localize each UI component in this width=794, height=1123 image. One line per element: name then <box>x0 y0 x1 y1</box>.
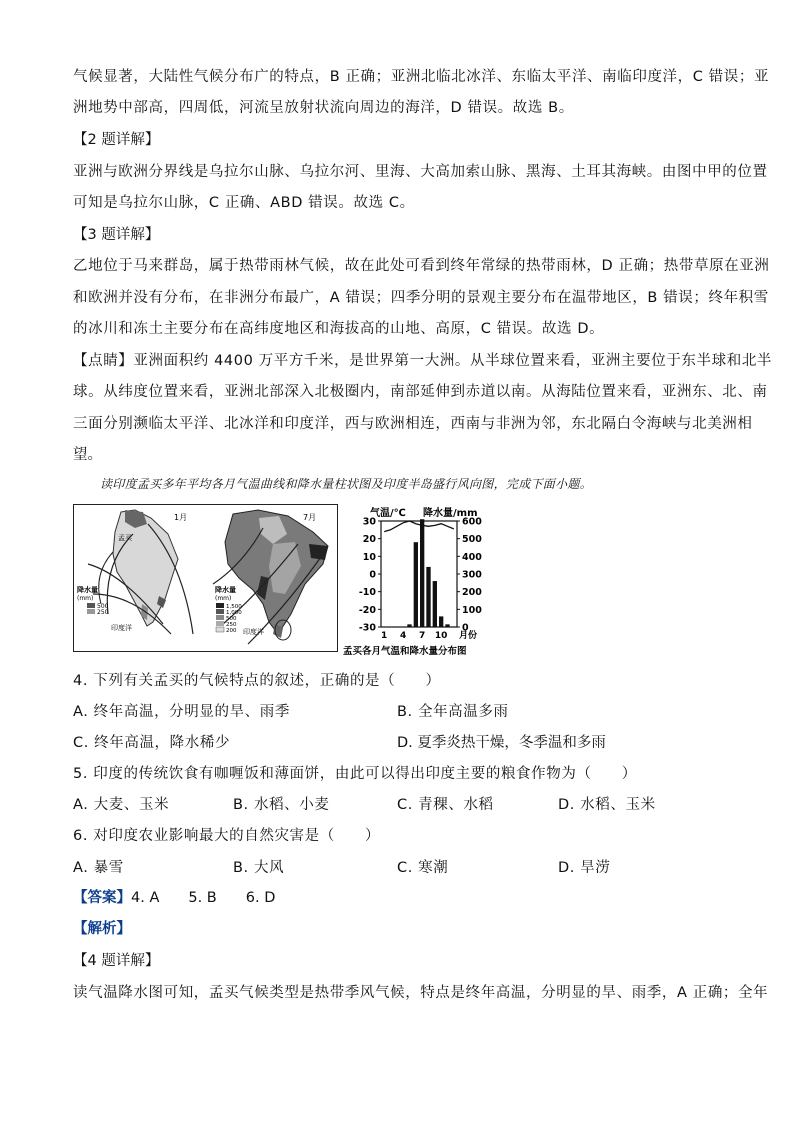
right-tick-label: 0 <box>462 622 469 634</box>
legend-swatch <box>87 603 95 608</box>
legend-swatch <box>216 615 224 620</box>
right-tick-label: 300 <box>462 569 482 581</box>
x-tick-label: 10 <box>434 631 448 641</box>
jan-map-title: 1月 <box>174 513 188 522</box>
left-tick-label: 20 <box>362 534 376 546</box>
precipitation-bar <box>445 624 449 627</box>
q5-option-a[interactable]: A. 大麦、玉米 <box>73 797 170 813</box>
legend-value: 200 <box>226 628 237 634</box>
q4-detail-heading: 【4 题详解】 <box>73 953 160 969</box>
legend-title-jan: 降水量 <box>77 586 98 594</box>
section-heading: 【3 题详解】 <box>73 227 160 243</box>
answer-label: 【答案】 <box>73 890 131 906</box>
figure-caption: 读印度孟买多年平均各月气温曲线和降水量柱状图及印度半岛盛行风向图，完成下面小题。 <box>100 477 593 491</box>
paragraph-line: 亚洲与欧洲分界线是乌拉尔山脉、乌拉尔河、里海、大高加索山脉、黑海、土耳其海峡。由图中甲的位置 <box>73 164 768 180</box>
q4-option-c[interactable]: C. 终年高温，降水稀少 <box>73 735 231 751</box>
precipitation-bar <box>407 624 411 627</box>
legend-value: 1,000 <box>226 610 242 616</box>
jul-map-title: 7月 <box>303 513 317 522</box>
question-6-stem: 6. 对印度农业影响最大的自然灾害是（ ） <box>73 828 381 844</box>
left-tick-label: 10 <box>362 551 376 563</box>
answer-row <box>73 888 275 908</box>
left-tick-label: -20 <box>358 604 376 616</box>
right-tick-label: 100 <box>462 604 482 616</box>
legend-swatch <box>87 609 95 614</box>
q5-option-d[interactable]: D. 水稻、玉米 <box>558 797 656 813</box>
precipitation-bar <box>439 616 443 627</box>
q5-option-c[interactable]: C. 青稞、水稻 <box>397 797 494 813</box>
legend-value: 250 <box>97 609 109 616</box>
left-tick-label: 0 <box>369 569 376 581</box>
precipitation-bar <box>420 519 424 627</box>
precipitation-bar <box>426 567 430 627</box>
right-tick-label: 600 <box>462 516 482 528</box>
paragraph-line: 洲地势中部高，四周低，河流呈放射状流向周边的海洋，D 错误。故选 B。 <box>73 100 574 116</box>
legend-unit-jul: (mm) <box>215 595 232 602</box>
q4-option-d[interactable]: D. 夏季炎热干燥，冬季温和多雨 <box>397 735 606 751</box>
ocean-label-jul: 印度洋 <box>243 628 264 636</box>
india-wind-maps <box>73 504 338 652</box>
q6-option-b[interactable]: B. 大风 <box>233 860 285 876</box>
q6-option-d[interactable]: D. 旱涝 <box>558 860 611 876</box>
x-tick-label: 7 <box>419 631 426 641</box>
section-heading: 【2 题详解】 <box>73 132 160 148</box>
paragraph-line: 的冰川和冻土主要分布在高纬度地区和海拔高的山地、高原，C 错误。故选 D。 <box>73 321 605 337</box>
q6-option-c[interactable]: C. 寒潮 <box>397 860 449 876</box>
legend-swatch <box>216 603 224 608</box>
answer-values: 4. A 5. B 6. D <box>131 890 276 906</box>
plot-frame <box>381 521 457 627</box>
x-tick-label: 4 <box>400 631 407 641</box>
paragraph-line: 球。从纬度位置来看，亚洲北部深入北极圈内，南部延伸到赤道以南。从海陆位置来看，亚洲东、北、南 <box>73 384 768 400</box>
right-tick-label: 500 <box>462 534 482 546</box>
right-tick-label: 200 <box>462 587 482 599</box>
paragraph-line: 和欧洲并没有分布，在非洲分布最广，A 错误；四季分明的景观主要分布在温带地区，B 错误；终年积雪 <box>73 290 769 306</box>
paragraph-line: 三面分别濒临太平洋、北冰洋和印度洋，西与欧洲相连，西南与非洲为邻，东北隔白令海峡与北美洲相 <box>73 416 753 432</box>
q4-detail-text: 读气温降水图可知，孟买气候类型是热带季风气候，特点是终年高温，分明显的旱、雨季，A 正确；全年 <box>73 985 769 1001</box>
legend-unit-jan: (mm) <box>77 595 94 602</box>
question-5-stem: 5. 印度的传统饮食有咖喱饭和薄面饼，由此可以得出印度主要的粮食作物为（ ） <box>73 766 637 782</box>
left-tick-label: -30 <box>358 622 376 634</box>
left-tick-label: 30 <box>362 516 376 528</box>
right-axis-label: 降水量/mm <box>423 508 478 519</box>
paragraph-line: 气候显著，大陆性气候分布广的特点，B 正确；亚洲北临北冰洋、东临太平洋、南临印度洋，C 错误；亚 <box>73 69 770 85</box>
question-4-stem: 4. 下列有关孟买的气候特点的叙述，正确的是（ ） <box>73 673 441 689</box>
x-axis-unit-label: 月份 <box>459 631 478 641</box>
mumbai-label-jan: 孟买 <box>118 534 132 542</box>
legend-title-jul: 降水量 <box>215 586 236 594</box>
legend-swatch <box>216 621 224 626</box>
legend-value: 500 <box>97 603 109 610</box>
ocean-label-jan: 印度洋 <box>111 624 132 632</box>
legend-value: 250 <box>226 622 237 628</box>
legend-swatch <box>216 609 224 614</box>
precipitation-bar <box>433 581 437 627</box>
mumbai-climate-chart <box>335 504 505 660</box>
left-tick-label: -10 <box>358 587 376 599</box>
chart-title: 孟买各月气温和降水量分布图 <box>343 646 467 657</box>
q5-option-b[interactable]: B. 水稻、小麦 <box>233 797 330 813</box>
paragraph-line: 可知是乌拉尔山脉，C 正确、ABD 错误。故选 C。 <box>73 195 415 211</box>
q4-option-a[interactable]: A. 终年高温，分明显的旱、雨季 <box>73 704 290 720</box>
legend-value: 1,500 <box>226 604 242 610</box>
paragraph-line: 乙地位于马来群岛，属于热带雨林气候，故在此处可看到终年常绿的热带雨林，D 正确；热带草原在亚洲 <box>73 258 770 274</box>
right-tick-label: 400 <box>462 551 482 563</box>
legend-value: 500 <box>226 616 237 622</box>
q4-option-b[interactable]: B. 全年高温多雨 <box>397 704 509 720</box>
precipitation-bar <box>414 542 418 627</box>
x-tick-label: 1 <box>381 631 388 641</box>
q6-option-a[interactable]: A. 暴雪 <box>73 860 124 876</box>
paragraph-line: 【点睛】亚洲面积约 4400 万平方千米，是世界第一大洲。从半球位置来看，亚洲主要位于东半球和北半 <box>73 353 773 369</box>
legend-swatch <box>216 627 224 632</box>
precipitation-bar <box>452 626 456 627</box>
paragraph-line: 望。 <box>73 447 102 463</box>
left-axis-label: 气温/℃ <box>370 508 406 519</box>
analysis-label: 【解析】 <box>73 921 131 937</box>
